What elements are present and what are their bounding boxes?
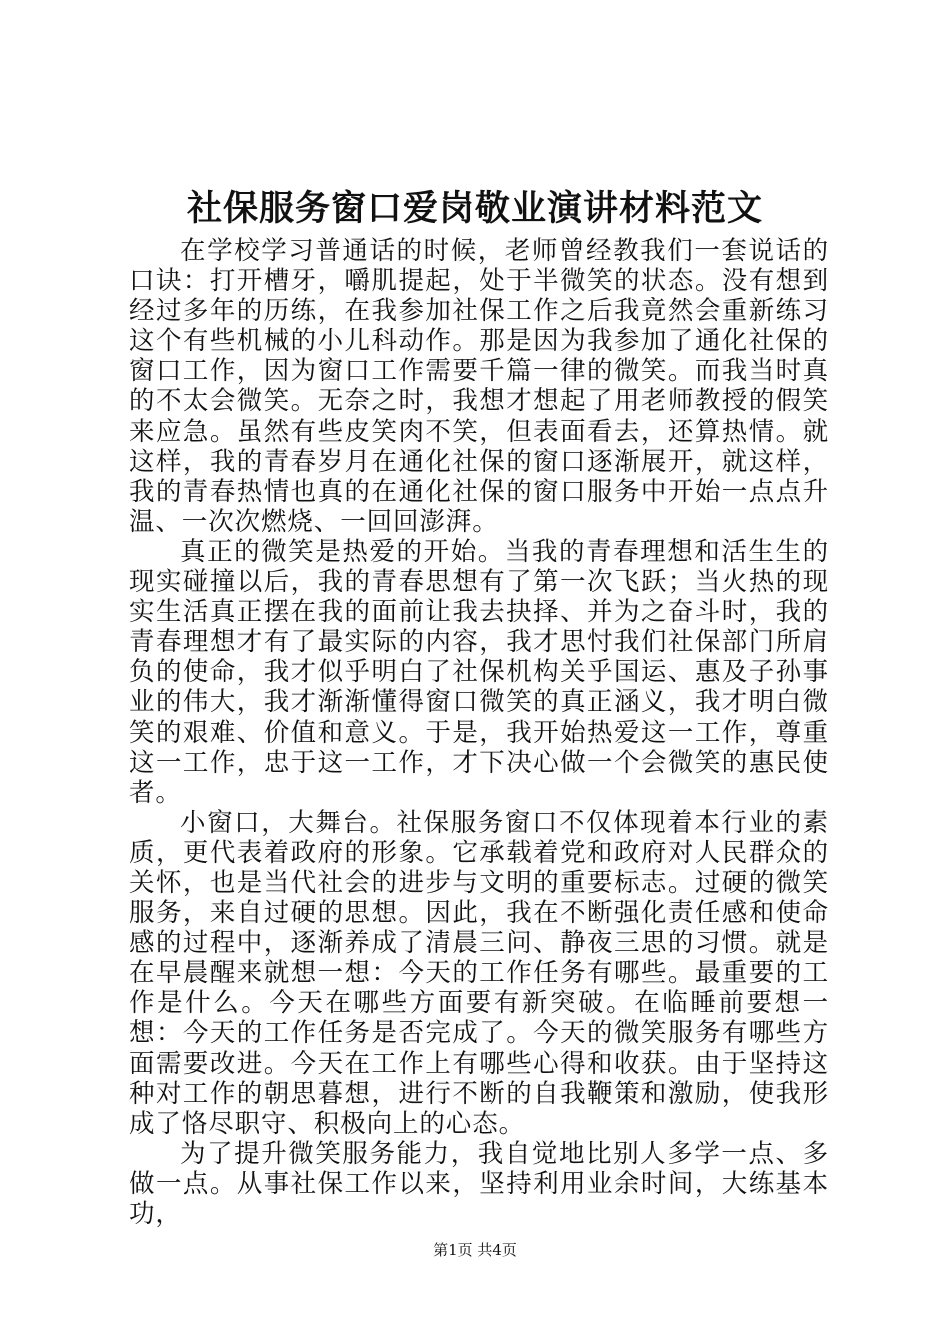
paragraph: 为了提升微笑服务能力，我自觉地比别人多学一点、多做一点。从事社保工作以来，坚持利用业余时间，大练基本功，: [129, 1138, 829, 1229]
paragraph: 真正的微笑是热爱的开始。当我的青春理想和活生生的现实碰撞以后，我的青春思想有了第一次飞跃；当火热的现实生活真正摆在我的面前让我去抉择、并为之奋斗时，我的青春理想才有了最实际的内容，我才思忖我们社保部门所肩负的使命，我才似乎明白了社保机构关乎国运、惠及子孙事业的伟大，我才渐渐懂得窗口微笑的真正涵义，我才明白微笑的艰难、价值和意义。于是，我开始热爱这一工作，尊重这一工作，忠于这一工作，才下决心做一个会微笑的惠民使者。: [129, 536, 829, 808]
paragraph: 小窗口，大舞台。社保服务窗口不仅体现着本行业的素质，更代表着政府的形象。它承载着党和政府对人民群众的关怀，也是当代社会的进步与文明的重要标志。过硬的微笑服务，来自过硬的思想。因此，我在不断强化责任感和使命感的过程中，逐渐养成了清晨三问、静夜三思的习惯。就是在早晨醒来就想一想：今天的工作任务有哪些。最重要的工作是什么。今天在哪些方面要有新突破。在临睡前要想一想：今天的工作任务是否完成了。今天的微笑服务有哪些方面需要改进。今天在工作上有哪些心得和收获。由于坚持这种对工作的朝思暮想，进行不断的自我鞭策和激励，使我形成了恪尽职守、积极向上的心态。: [129, 807, 829, 1139]
page-number-footer: 第1页 共4页: [433, 1241, 517, 1259]
paragraph: 在学校学习普通话的时候，老师曾经教我们一套说话的口诀：打开槽牙，嚼肌提起，处于半微笑的状态。没有想到经过多年的历练，在我参加社保工作之后我竟然会重新练习这个有些机械的小儿科动作。那是因为我参加了通化社保的窗口工作，因为窗口工作需要千篇一律的微笑。而我当时真的不太会微笑。无奈之时，我想才想起了用老师教授的假笑来应急。虽然有些皮笑肉不笑，但表面看去，还算热情。就这样，我的青春岁月在通化社保的窗口逐渐展开，就这样，我的青春热情也真的在通化社保的窗口服务中开始一点点升温、一次次燃烧、一回回澎湃。: [129, 236, 829, 537]
document-title: 社保服务窗口爱岗敬业演讲材料范文: [186, 188, 763, 229]
document-body: [129, 236, 829, 1229]
